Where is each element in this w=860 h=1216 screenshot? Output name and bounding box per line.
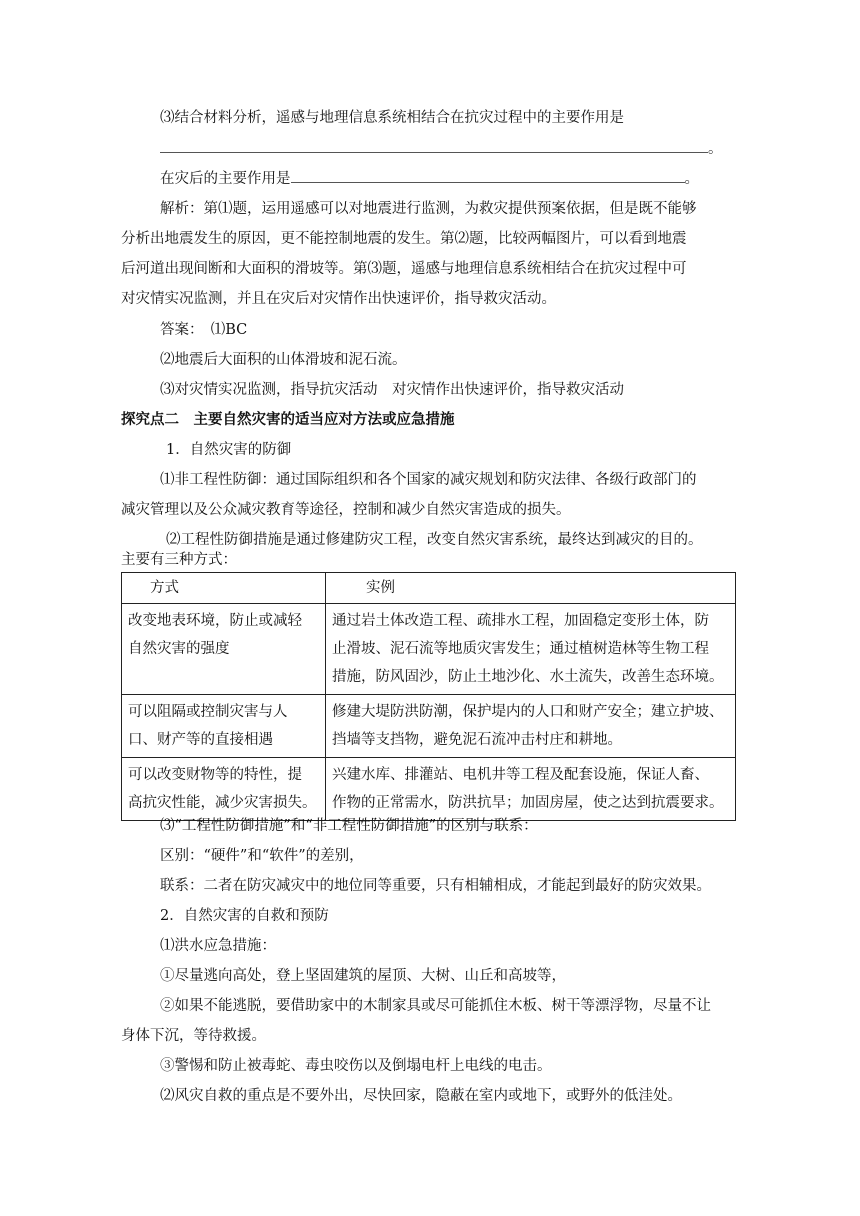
method-cell: 可以改变财物等的特性，提 高抗灾性能，减少灾害损失。 [122,758,326,821]
question-3b-period: 。 [684,171,699,187]
question-3-text: ⑶结合材料分析，遥感与地理信息系统相结合在抗灾过程中的主要作用是 [160,110,624,126]
flood-measures-title: ⑴洪水应急措施： [160,938,276,954]
non-engineering-line-2: 减灾管理以及公众减灾教育等途径，控制和减少自然灾害造成的损失。 [121,502,571,518]
table-row [122,758,736,821]
flood-measure-1: ①尽量逃向高处，登上坚固建筑的屋顶、大树、山丘和高坡等， [160,968,566,984]
analysis-line-2: 分析出地震发生的原因，更不能控制地震的发生。第⑵题，比较两幅图片，可以看到地震 [121,231,687,247]
section-heading: 探究点二 主要自然灾害的适当应对方法或应急措施 [121,411,455,428]
question-3b-text: 在灾后的主要作用是 [160,171,291,187]
analysis-line-4: 对灾情实况监测，并且在灾后对灾情作出快速评价，指导救灾活动。 [121,291,556,307]
flood-measure-2-line-2: 身体下沉，等待救援。 [121,1028,266,1044]
answer-blank[interactable] [160,138,708,153]
method-cell: 可以阻隔或控制灾害与人 口、财产等的直接相遇 [122,695,326,758]
flood-measure-2-line-1: ②如果不能逃脱，要借助家中的木制家具或尽可能抓住木板、树干等漂浮物，尽量不让 [160,998,711,1014]
flood-measure-3: ③警惕和防止被毒蛇、毒虫咬伤以及倒塌电杆上电线的电击。 [160,1058,552,1074]
relation-text: 联系：二者在防灾减灾中的地位同等重要，只有相辅相成，才能起到最好的防灾效果。 [160,878,711,894]
answer-blank-row [160,138,723,159]
defense-methods-table [121,572,736,821]
difference-intro: ⑶“工程性防御措施”和“非工程性防御措施”的区别与联系： [160,818,538,834]
table-row [122,695,736,758]
wind-self-rescue: ⑵风灾自救的重点是不要外出，尽快回家，隐蔽在室内或地下，或野外的低洼处。 [160,1088,682,1104]
answer-label: 答案： ⑴BC [160,322,248,338]
table-row [122,604,736,695]
difference-text: 区别：“硬件”和“软件”的差别， [160,848,364,864]
engineering-line-2: 主要有三种方式： [121,552,237,568]
example-cell: 修建大堤防洪防潮，保护堤内的人口和财产安全；建立护坡、 挡墙等支挡物，避免泥石流冲击村庄和耕地。 [326,695,736,758]
example-cell: 通过岩土体改造工程、疏排水工程，加固稳定变形土体，防 止滑坡、泥石流等地质灾害发生；通过植树造林等生物工程 措施，防风固沙，防止土地沙化、水土流失，改善生态环境。 [326,604,736,695]
answer-blank-2[interactable] [291,168,685,183]
subsection-2-title: 2．自然灾害的自救和预防 [160,908,329,924]
answer-3: ⑶对灾情实况监测，指导抗灾活动 对灾情作出快速评价，指导救灾活动 [160,382,624,398]
analysis-line-3: 后河道出现间断和大面积的滑坡等。第⑶题，遥感与地理信息系统相结合在抗灾过程中可 [121,261,687,277]
example-cell: 兴建水库、排灌站、电机井等工程及配套设施，保证人畜、 作物的正常需水，防洪抗旱；加固房屋，使之达到抗震要求。 [326,758,736,821]
table-header-row [122,573,736,604]
analysis-line-1: 解析：第⑴题，运用遥感可以对地震进行监测，为救灾提供预案依据，但是既不能够 [160,201,697,217]
question-3b-row [160,168,699,189]
header-example: 实例 [326,573,736,604]
engineering-line-1: ⑵工程性防御措施是通过修建防灾工程，改变自然灾害系统，最终达到减灾的目的。 [166,532,703,548]
non-engineering-line-1: ⑴非工程性防御：通过国际组织和各个国家的减灾规划和防灾法律、各级行政部门的 [160,472,697,488]
answer-2: ⑵地震后大面积的山体滑坡和泥石流。 [160,352,407,368]
method-cell: 改变地表环境，防止或减轻 自然灾害的强度 [122,604,326,695]
subsection-1-title: 1．自然灾害的防御 [166,442,292,458]
question-3-period: 。 [708,141,723,157]
header-method: 方式 [122,573,326,604]
